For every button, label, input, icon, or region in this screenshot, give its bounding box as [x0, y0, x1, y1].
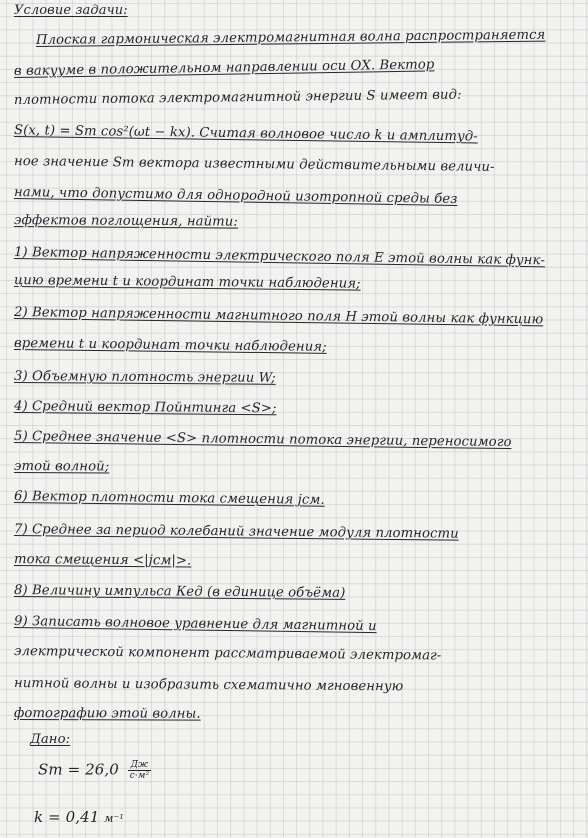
tail-line-1: нитной волны и изобразить схематично мгновенную: [13, 676, 404, 695]
given-sm-label: Sm = 26,0: [38, 760, 119, 779]
item-7: 7) Среднее за период колебаний значение модуля плотности: [13, 522, 459, 542]
paragraph-line-3: плотности потока электромагнитной энергии S имеет вид:: [13, 87, 462, 108]
item-3: 3) Объемную плотность энергии W;: [13, 369, 276, 386]
item-7-continued: тока смещения <|jсм|>.: [13, 552, 192, 569]
item-2: 2) Вектор напряженности магнитного поля H этой волны как функцию: [13, 305, 544, 328]
item-5-continued: этой волной;: [13, 459, 110, 475]
given-sm-unit-num: Дж: [128, 760, 151, 771]
item-5: 5) Среднее значение <S> плотности потока энергии, переносимого: [13, 429, 512, 451]
paragraph-line-2: в вакууме в положительном направлении оси ОХ. Вектор: [13, 57, 435, 79]
item-1-continued: цию времени t и координат точки наблюдения;: [13, 273, 361, 292]
item-4: 4) Средний вектор Пойнтинга <S>;: [13, 399, 277, 417]
paragraph-line-6: нами, что допустимо для однородной изотропной среды без: [13, 185, 458, 207]
given-k-label: k = 0,41: [34, 808, 100, 826]
given-k: [34, 808, 582, 826]
given-k-unit: м⁻¹: [104, 812, 124, 825]
item-8: 8) Величину импульса Кед (в единице объёма): [13, 583, 346, 601]
tail-line-2: фотографию этой волны.: [13, 706, 201, 722]
item-6: 6) Вектор плотности тока смещения jсм.: [13, 489, 325, 508]
heading: Условие задачи:: [14, 3, 128, 18]
given-sm: [38, 760, 582, 781]
given-label: Дано:: [30, 732, 71, 747]
given-sm-unit-den: с·м²: [129, 771, 150, 781]
paragraph-line-7: эффектов поглощения, найти:: [13, 213, 239, 230]
item-9-continued: электрической компонент рассматриваемой электромаг-: [13, 644, 442, 664]
paragraph-line-4: S(x, t) = Sm cos²(ωt − kx). Считая волновое число k и амплитуд-: [13, 123, 478, 145]
given-sm-unit: [128, 760, 151, 781]
item-2-continued: времени t и координат точки наблюдения;: [13, 336, 327, 355]
item-9: 9) Записать волновое уравнение для магнитной и: [13, 614, 377, 635]
item-1: 1) Вектор напряженности электрического поля E этой волны как функ-: [13, 245, 546, 269]
paragraph-line-1: Плоская гармоническая электромагнитная волна распространяется: [35, 27, 546, 48]
paragraph-line-5: ное значение Sm вектора известными действительными величи-: [13, 154, 495, 175]
